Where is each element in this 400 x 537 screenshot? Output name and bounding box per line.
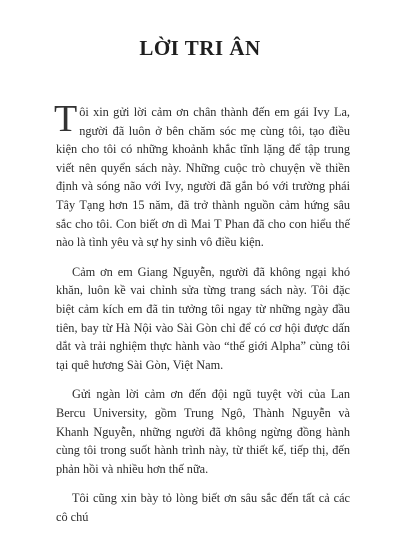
paragraph-1 [54,98,350,252]
paragraph-1-text: ôi xin gửi lời cảm ơn chân thành đến em gái Ivy La, người đã luôn ở bên chăm sóc mẹ cùng tôi, tạo điều kiện cho tôi có những khoảnh khắc tĩnh lặng để tập trung viết nên quyển sách này. Những cuộc trò chuyện về thiền định và sóng não với Ivy, người đã gắn bó với trường phái Tây Tạng hơn 15 năm, đã trở thành nguồn cảm hứng sâu sắc cho tôi. Con biết ơn dì Mai T Phan đã cho con hiểu thế nào là tình yêu và sự hy sinh vô điều kiện. [56,105,350,250]
acknowledgement-body [54,98,350,537]
drop-cap: T [54,98,78,140]
page-title: LỜI TRI ÂN [139,36,261,60]
paragraph-2: Cảm ơn em Giang Nguyễn, người đã không ngại khó khăn, luôn kề vai chỉnh sửa từng trang sách này. Tôi đặc biệt cảm kích em đã tin tưởng tôi ngay từ những ngày đầu tiên, bay từ Hà Nội vào Sài Gòn chỉ để có cơ hội được dấn dắt và trải nghiệm thực hành vào “thế giới Alpha” cùng tôi tại quê hương Sài Gòn, Việt Nam. [56,264,350,372]
paragraph-4: Tôi cũng xin bày tỏ lòng biết ơn sâu sắc đến tất cả các cô chú [56,491,350,524]
paragraph-3: Gửi ngàn lời cảm ơn đến đội ngũ tuyệt vời của Lan Bercu University, gồm Trung Ngô, Thành Nguyễn và Khanh Nguyễn, những người đã không ngừng đồng hành cùng tôi trong suốt hành trình này, từ thiết kế, tiếp thị, đến phản hồi và nhiều hơn thế nữa. [56,387,350,476]
